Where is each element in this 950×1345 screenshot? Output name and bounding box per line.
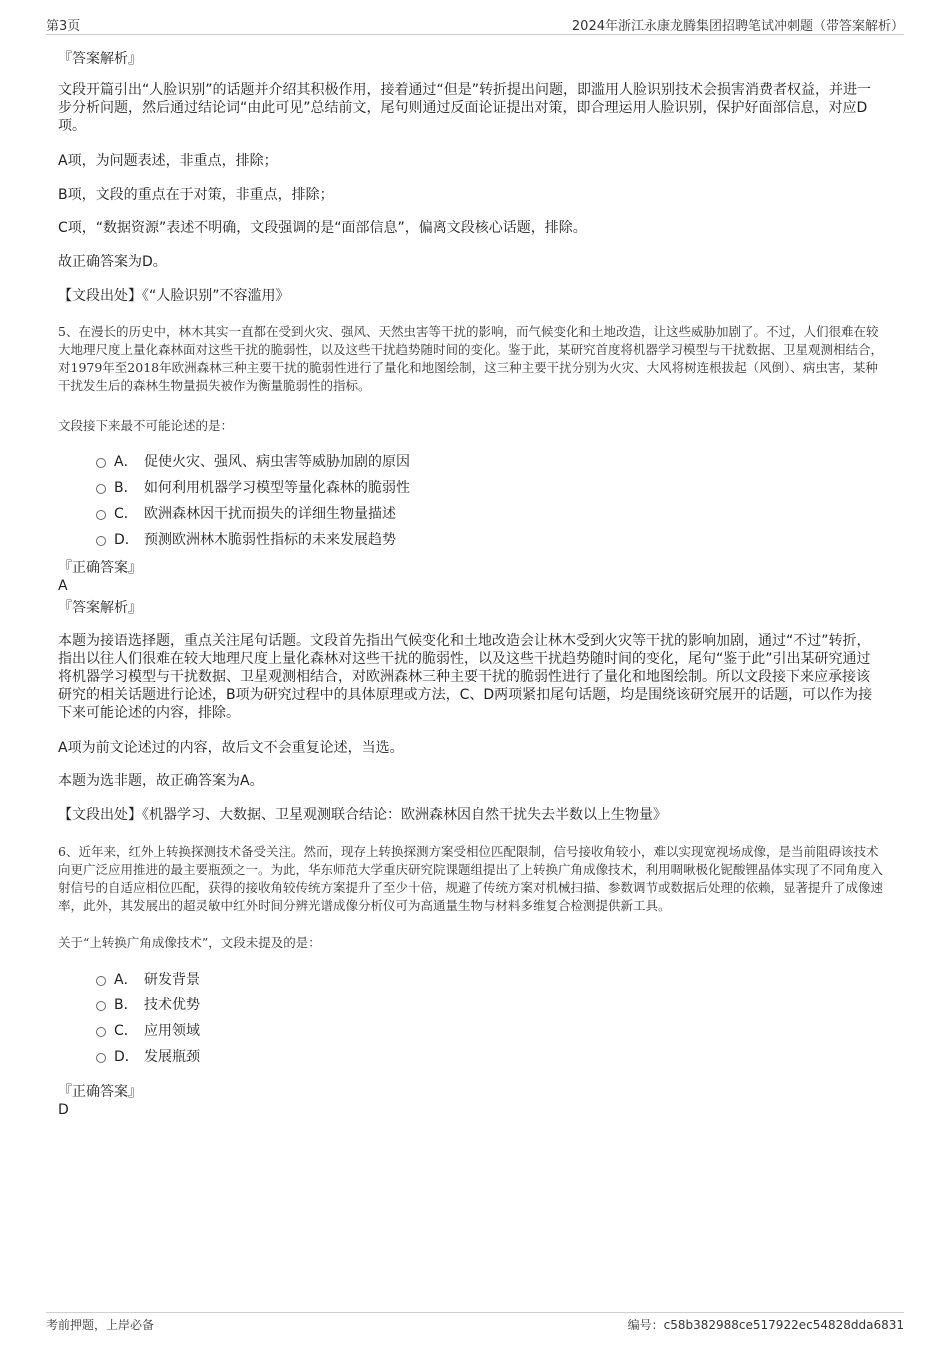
radio-icon[interactable]	[96, 510, 106, 520]
page-header	[46, 14, 904, 35]
radio-icon[interactable]	[96, 976, 106, 986]
document-code: 编号：c58b382988ce517922ec54828dda6831	[627, 1318, 904, 1332]
analysis-option-c: C项，“数据资源”表述不明确，文段强调的是“面部信息”，偏离文段核心话题，排除。	[58, 220, 587, 236]
page-number: 第3页	[46, 19, 81, 34]
question-6-option-b[interactable]: B． 技术优势	[96, 996, 200, 1014]
question-5-analysis-a: A项为前文论述过的内容，故后文不会重复论述，当选。	[58, 740, 404, 756]
question-5-option-b[interactable]: B． 如何利用机器学习模型等量化森林的脆弱性	[96, 479, 410, 497]
radio-icon[interactable]	[96, 484, 106, 494]
radio-icon[interactable]	[96, 1027, 106, 1037]
question-6-answer: D	[58, 1102, 69, 1118]
question-5-option-d[interactable]: D． 预测欧洲林木脆弱性指标的未来发展趋势	[96, 531, 396, 549]
question-6-answer-label: 『正确答案』	[58, 1084, 142, 1100]
footer-slogan: 考前押题，上岸必备	[46, 1318, 155, 1332]
question-6-option-c[interactable]: C． 应用领域	[96, 1022, 200, 1040]
question-5-option-a[interactable]: A． 促使火灾、强风、病虫害等威胁加剧的原因	[96, 453, 410, 471]
document-title: 2024年浙江永康龙腾集团招聘笔试冲刺题（带答案解析）	[571, 19, 904, 34]
radio-icon[interactable]	[96, 458, 106, 468]
question-6-prompt: 关于“上转换广角成像技术”，文段未提及的是：	[58, 935, 321, 950]
analysis-label: 『答案解析』	[58, 51, 142, 67]
question-5-stem: 5、在漫长的历史中，林木其实一直都在受到火灾、强风、天然虫害等干扰的影响，而气候变化和土地改造，让这些威胁加剧了。不过，人们很难在较大地理尺度上量化森林面对这些干扰的脆弱性，以及这些干扰趋势随时间的变化。鉴于此，某研究首度将机器学习模型与干扰数据、卫星观测相结合，对1979年至2018年欧洲森林三种主要干扰的脆弱性进行了量化和地图绘制，这三种主要干扰分别为火灾、大风将树连根拔起（风倒）、病虫害，某种干扰发生后的森林生物量损失被作为衡量脆弱性的指标。	[58, 324, 884, 393]
analysis-conclusion: 故正确答案为D。	[58, 254, 167, 270]
radio-icon[interactable]	[96, 536, 106, 546]
page-footer	[46, 1312, 904, 1335]
question-6-option-a[interactable]: A． 研发背景	[96, 971, 200, 989]
radio-icon[interactable]	[96, 1053, 106, 1063]
question-6-option-d[interactable]: D． 发展瓶颈	[96, 1048, 200, 1066]
question-5-conclusion: 本题为选非题，故正确答案为A。	[58, 773, 264, 789]
analysis-option-b: B项，文段的重点在于对策，非重点，排除；	[58, 187, 334, 203]
question-5-analysis-label: 『答案解析』	[58, 600, 142, 616]
question-5-answer: A	[58, 578, 68, 594]
question-6-stem: 6、近年来，红外上转换探测技术备受关注。然而，现存上转换探测方案受相位匹配限制，信号接收角较小，难以实现宽视场成像，是当前阻碍该技术向更广泛应用推进的最主要瓶颈之一。为此，华东师范大学重庆研究院课题组提出了上转换广角成像技术，利用啁啾极化铌酸锂晶体实现了不同角度入射信号的自适应相位匹配，获得的接收角较传统方案提升了至少十倍，规避了传统方案对机械扫描、参数调节或数据后处理的依赖，显著提升了成像速率，此外，其发展出的超灵敏中红外时间分辨光谱成像分析仪可为高通量生物与材料多维复合检测提供新工具。	[58, 844, 884, 913]
radio-icon[interactable]	[96, 1001, 106, 1011]
question-5-option-c[interactable]: C． 欧洲森林因干扰而损失的详细生物量描述	[96, 505, 396, 523]
analysis-text: 文段开篇引出“人脸识别”的话题并介绍其积极作用，接着通过“但是”转折提出问题，即滥用人脸识别技术会损害消费者权益，并进一步分析问题，然后通过结论词“由此可见”总结前文，尾句则通过反面论证提出对策，即合理运用人脸识别，保护好面部信息，对应D项。	[58, 82, 872, 134]
question-5-source: 【文段出处】《机器学习、大数据、卫星观测联合结论：欧洲森林因自然干扰失去半数以上生物量》	[58, 807, 667, 823]
analysis-option-a: A项，为问题表述，非重点，排除；	[58, 153, 278, 169]
question-5-answer-label: 『正确答案』	[58, 560, 142, 576]
question-5-analysis: 本题为接语选择题，重点关注尾句话题。文段首先指出气候变化和土地改造会让林木受到火灾等干扰的影响加剧，通过“不过”转折，指出以往人们很难在较大地理尺度上量化森林对这些干扰的脆弱性，以及这些干扰趋势随时间的变化，尾句“鉴于此”引出某研究通过将机器学习模型与干扰数据、卫星观测相结合，对欧洲森林三种主要干扰的脆弱性进行了量化和地图绘制。所以文段接下来应承接该研究的相关话题进行论述，B项为研究过程中的具体原理或方法，C、D两项紧扣尾句话题，均是围绕该研究展开的话题，可以作为接下来可能论述的内容，排除。	[58, 633, 873, 721]
passage-source: 【文段出处】《“人脸识别”不容滥用》	[58, 288, 290, 304]
question-5-prompt: 文段接下来最不可能论述的是：	[58, 418, 234, 433]
